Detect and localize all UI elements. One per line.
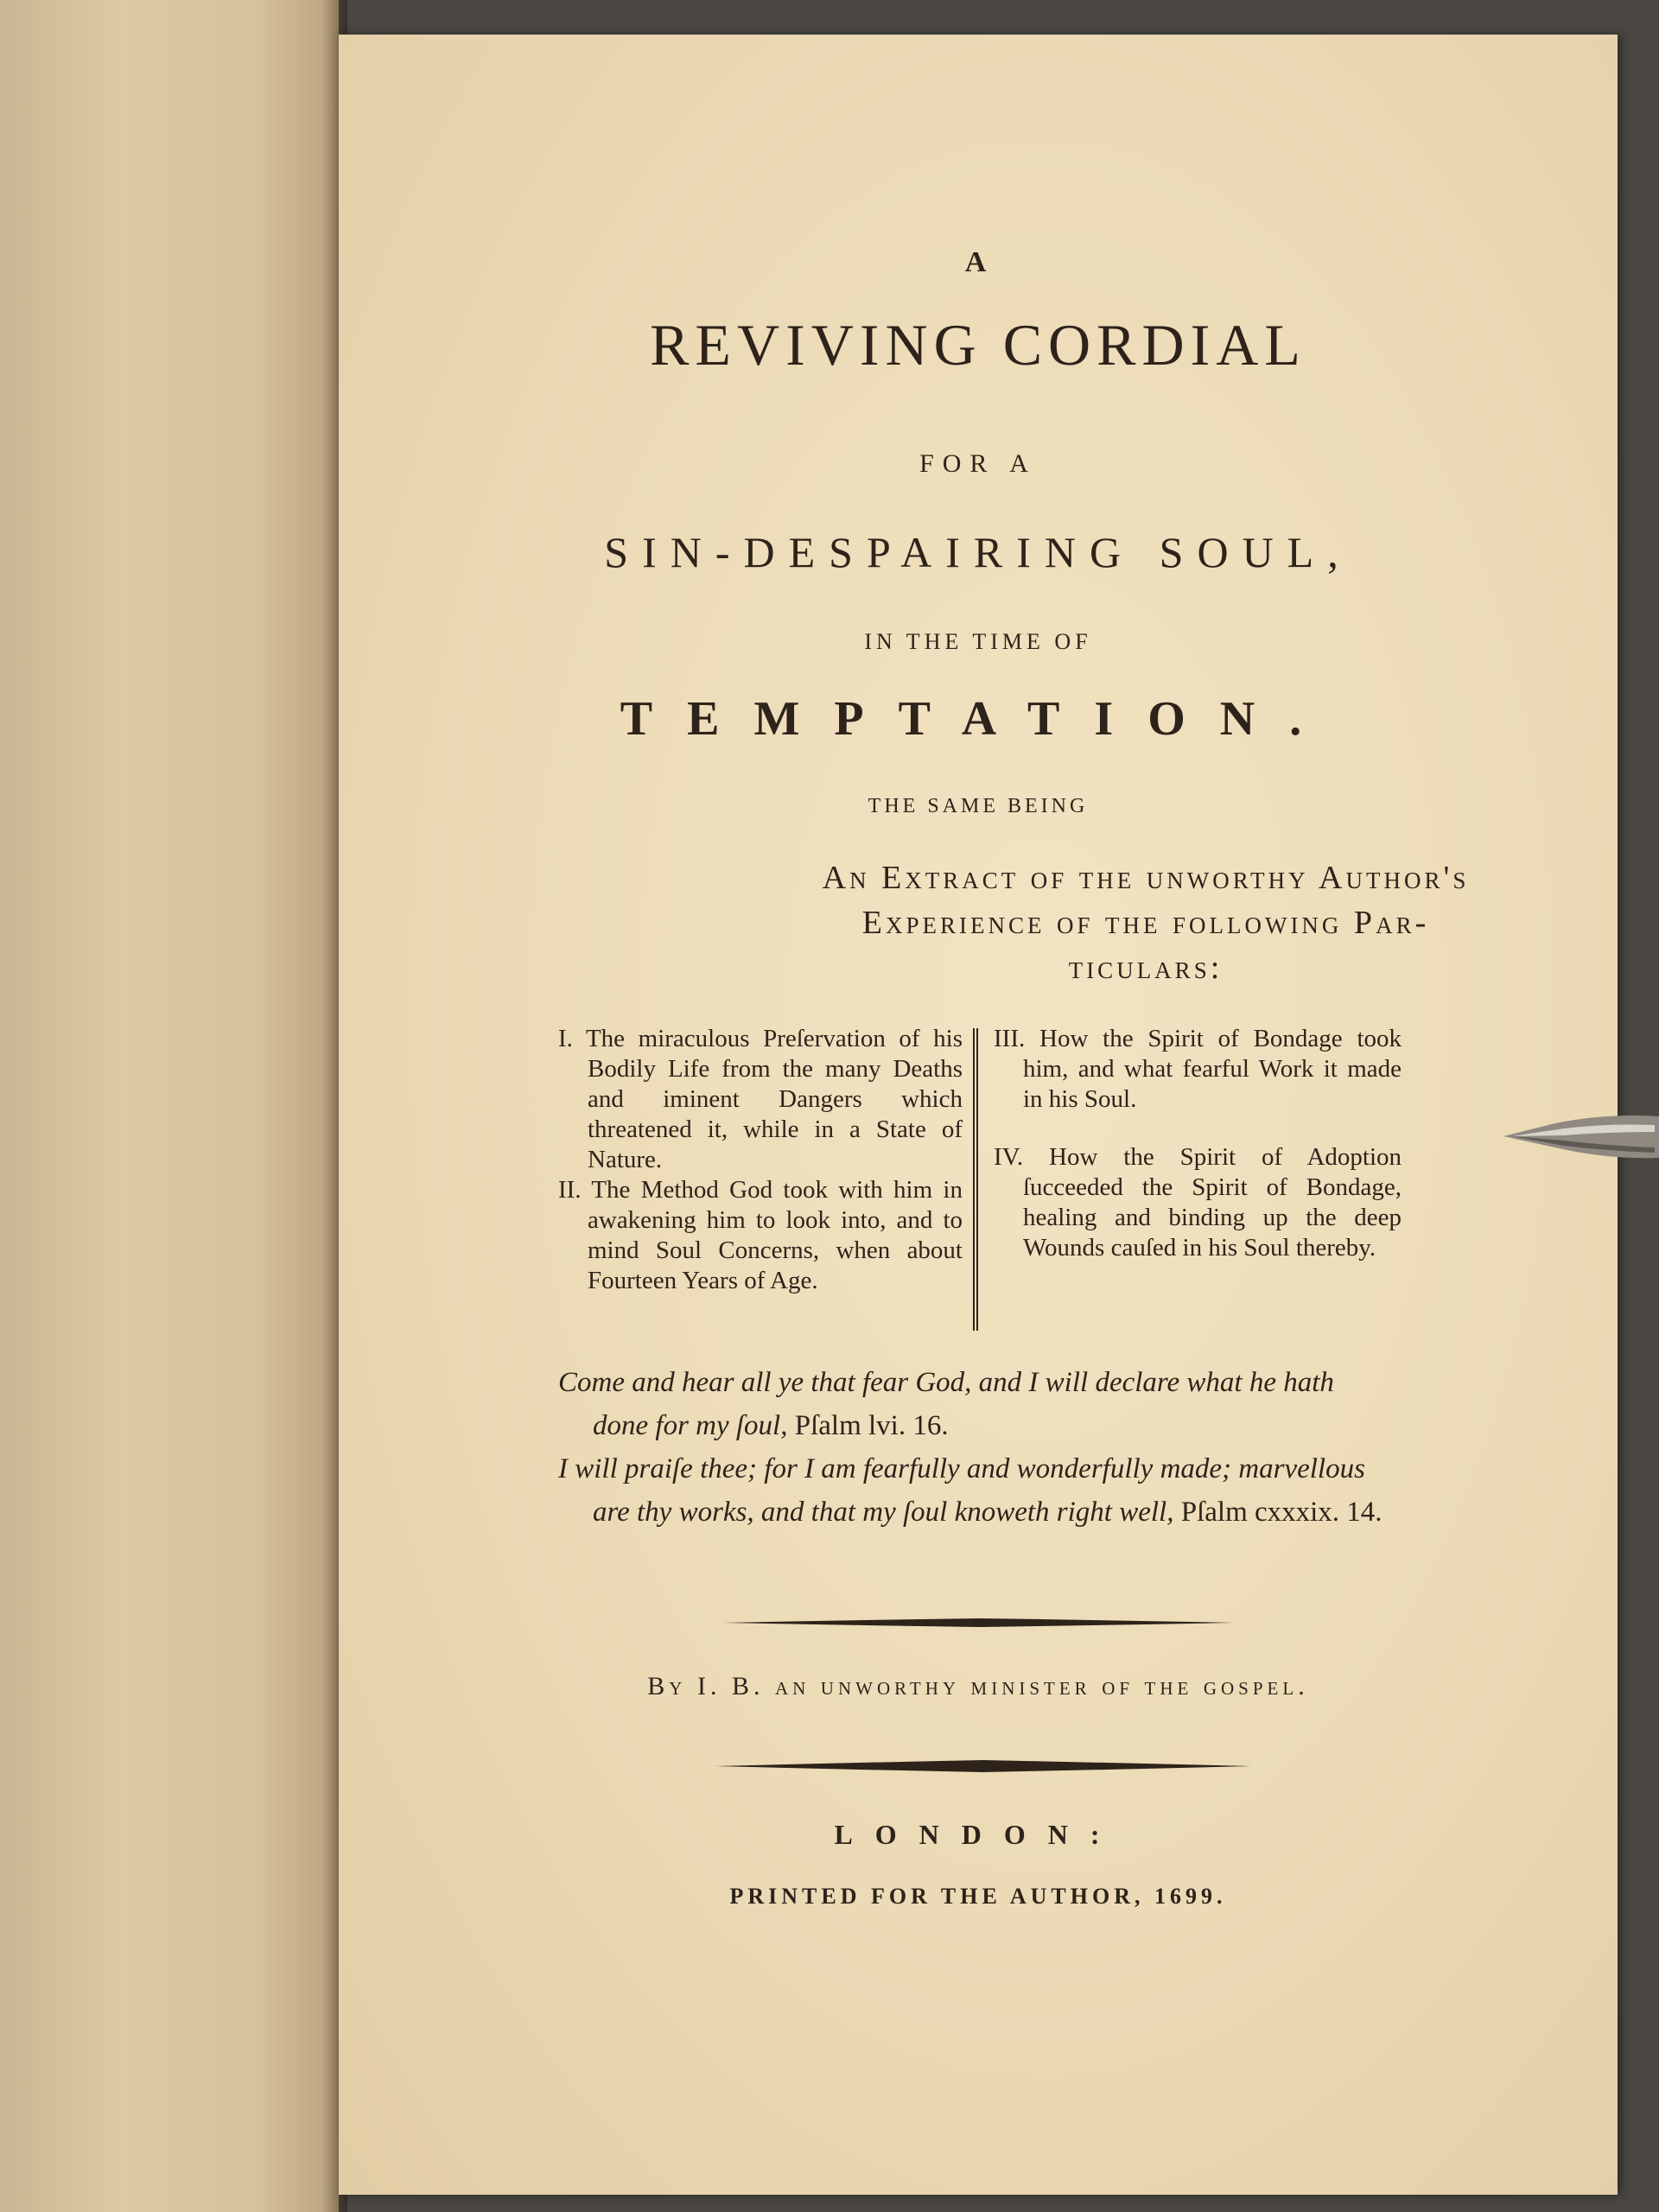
scripture-quote <box>558 1447 1393 1534</box>
particular-item: IV. How the Spirit of Adoption ſucceeded the Spirit of Bondage, healing and binding up the deep Wounds cauſed in his Soul thereby. <box>994 1143 1402 1262</box>
author-line: By I. B. an unworthy minister of the gospel. <box>647 1672 1309 1700</box>
main-title: REVIVING CORDIAL <box>650 312 1306 378</box>
quote-reference: Pſalm lvi. 16. <box>794 1410 949 1441</box>
quote-text: Come and hear all ye that fear God, and I will declare what he hath done for my ſoul, <box>558 1367 1334 1441</box>
title-for-a: FOR A <box>919 449 1037 478</box>
extract-line: An Extract of the unworthy Author's <box>822 860 1470 896</box>
extract-heading <box>558 855 1659 990</box>
scripture-quote <box>558 1361 1393 1447</box>
particular-item: I. The miraculous Preſervation of his Bodily Life from the many Deaths and iminent Dangers which threatened it, while in a State of Nature. <box>558 1025 963 1173</box>
extract-line: Experience of the following Par- <box>861 905 1430 941</box>
quote-text: I will praiſe thee; for I am fearfully and wonderfully made; marvellous are thy works, and that my ſoul knoweth right well, <box>558 1453 1365 1528</box>
particular-item: III. How the Spirit of Bondage took him, and what fearful Work it made in his Soul. <box>994 1025 1402 1113</box>
title-in-time: IN THE TIME OF <box>864 629 1092 654</box>
column-divider <box>973 1028 978 1331</box>
particulars-left-column <box>558 1024 963 1296</box>
particulars-right-column <box>994 1024 1402 1291</box>
place-of-printing: LONDON: <box>834 1819 1122 1850</box>
title-temptation: TEMPTATION. <box>620 692 1337 746</box>
left-page <box>0 0 339 2212</box>
title-page <box>339 35 1618 2195</box>
title-subject: SIN-DESPAIRING SOUL, <box>604 528 1352 576</box>
title-article: A <box>964 246 992 278</box>
ornamental-rule <box>715 1760 1251 1769</box>
same-being-line: THE SAME BEING <box>868 795 1089 817</box>
ornamental-rule <box>724 1618 1234 1626</box>
quote-reference: Pſalm cxxxix. 14. <box>1180 1497 1382 1528</box>
page-clip <box>1503 1097 1659 1179</box>
extract-line: ticulars: <box>1068 950 1224 986</box>
scripture-quotes <box>558 1361 1393 1534</box>
imprint-line: PRINTED FOR THE AUTHOR, 1699. <box>729 1884 1227 1909</box>
particular-item: II. The Method God took with him in awakening him to look into, and to mind Soul Concerns, when about Fourteen Years of Age. <box>558 1176 963 1294</box>
